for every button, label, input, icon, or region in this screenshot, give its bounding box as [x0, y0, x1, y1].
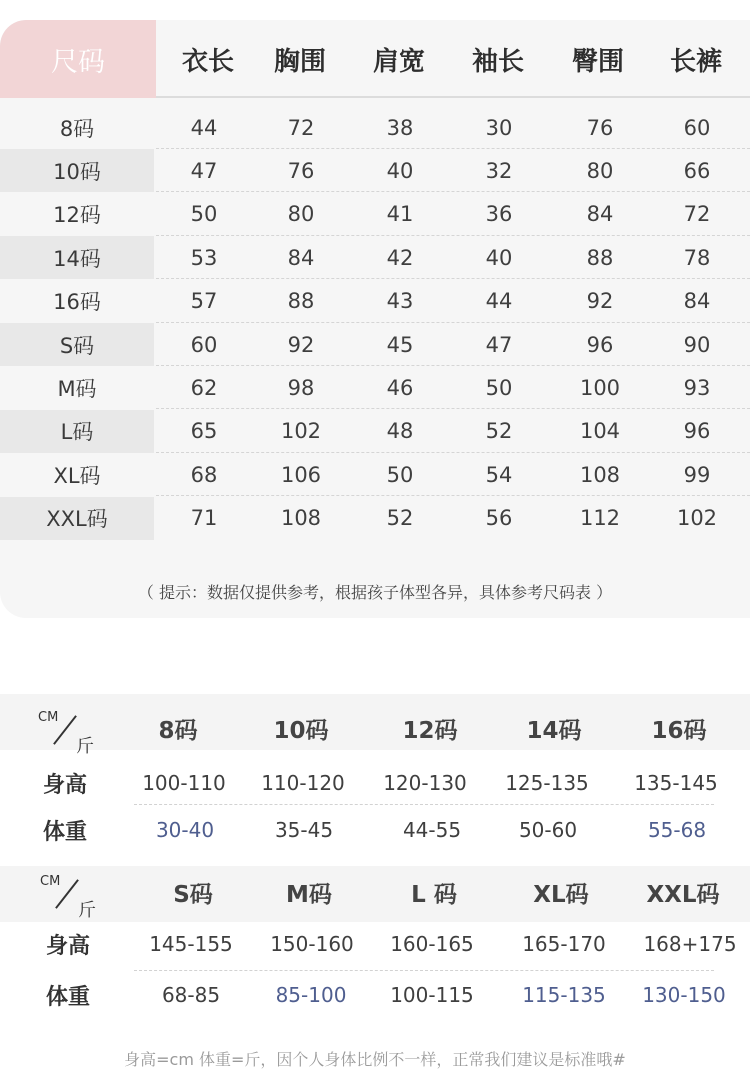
- measurement-cell: 104: [579, 419, 621, 444]
- size-cell: 16码: [53, 290, 101, 315]
- header-size: 尺码: [0, 20, 156, 98]
- measurement-cell: 102: [280, 419, 322, 444]
- size-cell: 8码: [59, 116, 95, 141]
- measurement-cell: 47: [485, 332, 513, 357]
- measurement-cell: 65: [190, 419, 218, 444]
- measurement-cell: 68: [190, 462, 218, 487]
- measurement-cell: 84: [683, 289, 711, 314]
- table2-height: 145-155: [149, 932, 233, 956]
- measurement-cell: 54: [485, 462, 513, 487]
- table2-height: 150-160: [270, 932, 354, 956]
- size-row: [0, 193, 750, 236]
- size-cell: XL码: [53, 463, 101, 488]
- measurement-cell: 93: [683, 375, 711, 400]
- measurement-cell: 92: [586, 289, 614, 314]
- size-row: [0, 453, 750, 496]
- size-row: [0, 366, 750, 409]
- size-row: [0, 149, 750, 192]
- table2-weight: 85-100: [275, 983, 347, 1007]
- table1-weight: 30-40: [155, 818, 215, 842]
- measurement-cell: 30: [485, 115, 513, 140]
- measurement-cell: 78: [683, 245, 711, 270]
- measurement-cell: 84: [287, 245, 315, 270]
- size-chart-card: [0, 20, 750, 618]
- measurement-cell: 106: [280, 462, 322, 487]
- measurement-cell: 112: [579, 506, 621, 531]
- measurement-cell: 36: [485, 202, 513, 227]
- measurement-cell: 41: [386, 202, 414, 227]
- table2-weight-label: 体重: [45, 984, 90, 1010]
- table1-weight: 55-68: [647, 818, 707, 842]
- size-row: [0, 323, 750, 366]
- size-cell: M码: [57, 376, 97, 401]
- measurement-cell: 53: [190, 245, 218, 270]
- header-sleeve: 袖长: [471, 46, 524, 77]
- measurement-cell: 96: [586, 332, 614, 357]
- measurement-cell: 48: [386, 419, 414, 444]
- measurement-cell: 44: [190, 115, 218, 140]
- table2-height: 160-165: [390, 932, 474, 956]
- measurement-cell: 90: [683, 332, 711, 357]
- measurement-cell: 50: [386, 462, 414, 487]
- table1-weight-label: 体重: [42, 819, 87, 845]
- measurement-cell: 71: [190, 506, 218, 531]
- table1-size: 10码: [273, 717, 329, 744]
- header-shoulder: 肩宽: [372, 46, 425, 77]
- header-pants: 长裤: [669, 46, 722, 77]
- table1-height-label: 身高: [42, 772, 87, 798]
- measurement-cell: 50: [190, 202, 218, 227]
- table2-size: S码: [173, 881, 213, 908]
- table1-height: 110-120: [261, 771, 345, 795]
- table2-weight: 68-85: [161, 983, 221, 1007]
- header-chest: 胸围: [273, 46, 326, 77]
- measurement-cell: 99: [683, 462, 711, 487]
- measurement-cell: 40: [485, 245, 513, 270]
- size-cell: 12码: [53, 203, 101, 228]
- header-hip: 臀围: [571, 46, 624, 77]
- table1-height: 125-135: [505, 771, 589, 795]
- footer-note: 身高=cm 体重=斤，因个人身体比例不一样，正常我们建议是标准哦#: [124, 1050, 626, 1069]
- measurement-cell: 46: [386, 375, 414, 400]
- header-length: 衣长: [181, 46, 234, 77]
- measurement-cell: 47: [190, 158, 218, 183]
- table1-size: 12码: [402, 717, 458, 744]
- table2-weight: 115-135: [522, 983, 606, 1007]
- measurement-cell: 57: [190, 289, 218, 314]
- size-cell: S码: [0, 323, 154, 366]
- measurement-cell: 52: [485, 419, 513, 444]
- measurement-cell: 32: [485, 158, 513, 183]
- table2-height-label: 身高: [45, 933, 90, 959]
- measurement-cell: 52: [386, 506, 414, 531]
- table2-weight: 130-150: [642, 983, 726, 1007]
- table1-size: 8码: [158, 717, 198, 744]
- table2-height: 168+175: [643, 932, 737, 956]
- measurement-cell: 108: [579, 462, 621, 487]
- measurement-cell: 45: [386, 332, 414, 357]
- unit-cm: CM: [40, 874, 61, 889]
- measurement-cell: 66: [683, 158, 711, 183]
- size-row: [0, 497, 750, 540]
- size-chart-header: [0, 20, 750, 98]
- measurement-cell: 40: [386, 158, 414, 183]
- size-row: [0, 236, 750, 279]
- table2-size: XXL码: [646, 881, 720, 908]
- table1-divider: [134, 804, 714, 805]
- table1-height: 100-110: [142, 771, 226, 795]
- table1-weight: 35-45: [274, 818, 334, 842]
- unit-cm: CM: [38, 710, 59, 725]
- unit-jin: 斤: [76, 736, 94, 757]
- size-cell: XXL码: [0, 497, 154, 540]
- table2-size: M码: [286, 881, 332, 908]
- measurement-cell: 108: [280, 506, 322, 531]
- table1-weight: 50-60: [518, 818, 578, 842]
- size-row: [0, 280, 750, 323]
- measurement-cell: 88: [586, 245, 614, 270]
- measurement-cell: 92: [287, 332, 315, 357]
- unit-jin: 斤: [78, 900, 96, 921]
- measurement-cell: 84: [586, 202, 614, 227]
- table1-weight: 44-55: [402, 818, 462, 842]
- measurement-cell: 60: [683, 115, 711, 140]
- table2-height: 165-170: [522, 932, 606, 956]
- measurement-cell: 88: [287, 289, 315, 314]
- size-cell: 10码: [0, 149, 154, 192]
- size-cell: 14码: [0, 236, 154, 279]
- measurement-cell: 76: [287, 158, 315, 183]
- table2-weight: 100-115: [390, 983, 474, 1007]
- table2-size: XL码: [533, 881, 589, 908]
- measurement-cell: 80: [586, 158, 614, 183]
- measurement-cell: 96: [683, 419, 711, 444]
- measurement-cell: 50: [485, 375, 513, 400]
- size-row: [0, 106, 750, 149]
- size-cell: L码: [0, 410, 154, 453]
- measurement-cell: 80: [287, 202, 315, 227]
- measurement-cell: 76: [586, 115, 614, 140]
- table2-divider: [134, 970, 714, 971]
- table1-height: 120-130: [383, 771, 467, 795]
- measurement-cell: 42: [386, 245, 414, 270]
- measurement-cell: 56: [485, 506, 513, 531]
- measurement-cell: 60: [190, 332, 218, 357]
- table2-size: L 码: [411, 881, 457, 908]
- table1-size: 16码: [651, 717, 707, 744]
- measurement-cell: 72: [683, 202, 711, 227]
- measurement-cell: 102: [676, 506, 718, 531]
- measurement-cell: 62: [190, 375, 218, 400]
- measurement-cell: 98: [287, 375, 315, 400]
- table1-size: 14码: [526, 717, 582, 744]
- size-row: [0, 410, 750, 453]
- measurement-cell: 43: [386, 289, 414, 314]
- measurement-cell: 100: [579, 375, 621, 400]
- unit-mark: [38, 710, 98, 760]
- measurement-cell: 44: [485, 289, 513, 314]
- table1-height: 135-145: [634, 771, 718, 795]
- size-chart-note: （ 提示：数据仅提供参考，根据孩子体型各异，具体参考尺码表 ）: [137, 583, 613, 602]
- unit-mark: [40, 874, 100, 924]
- measurement-cell: 38: [386, 115, 414, 140]
- measurement-cell: 72: [287, 115, 315, 140]
